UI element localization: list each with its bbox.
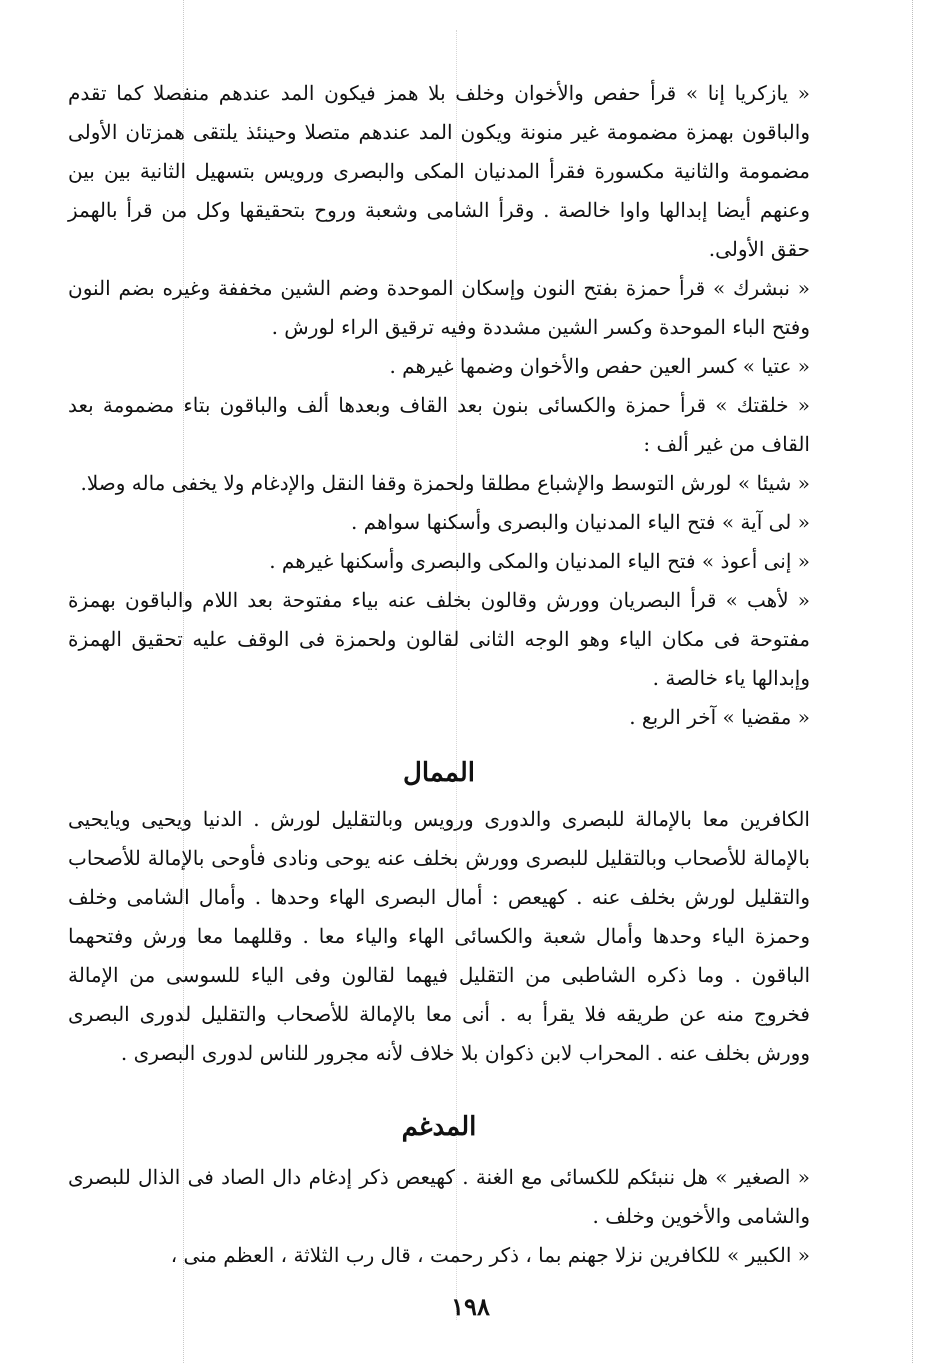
paragraph: « إنى أعوذ » فتح الياء المدنيان والمكى والبصرى وأسكنها غيرهم . <box>269 549 810 573</box>
section-mumal <box>68 800 810 1073</box>
section-recitation-notes <box>68 74 810 737</box>
page-number: ١٩٨ <box>451 1292 490 1321</box>
section-mudgham <box>68 1158 810 1275</box>
paragraph: « لى آية » فتح الياء المدنيان والبصرى وأسكنها سواهم . <box>350 510 810 534</box>
section-heading-mumal: الممال <box>402 758 476 788</box>
paragraph: « خلقتك » قرأ حمزة والكسائى بنون بعد القاف وبعدها ألف والباقون بتاء مضمومة بعد القاف من غير ألف : <box>68 393 810 456</box>
paragraph: « مقضيا » آخر الربع . <box>629 705 810 729</box>
paragraph: « الصغير » هل ننبئكم للكسائى مع الغنة . كهيعص ذكر إدغام دال الصاد فى الذال للبصرى والشامى والأخوين وخلف . <box>68 1165 810 1228</box>
paragraph: « الكبير » للكافرين نزلا جهنم بما ، ذكر رحمت ، قال رب الثلاثة ، العظم منى ، <box>170 1243 810 1267</box>
paragraph: الكافرين معا بالإمالة للبصرى والدورى ورويس وبالتقليل لورش . الدنيا ويحيى ويايحيى بالإمالة للأصحاب وبالتقليل للبصرى وورش بخلف عنه يوحى ونادى فأوحى بالإمالة للأصحاب والتقليل لورش بخلف عنه . كهيعص : أمال البصرى الهاء وحدها . وأمال الشامى وخلف وحمزة الياء وحدها وأمال شعبة والكسائى الهاء والياء معا . وقللهما معا ورش وفتحهما الباقون . وما ذكره الشاطبى من التقليل فيهما لقالون وفى الياء للسوسى من الإمالة فخروج منه عن طريقه فلا يقرأ به . أنى معا بالإمالة للأصحاب والتقليل لدورى البصرى وورش بخلف عنه . المحراب لابن ذكوان بلا خلاف لأنه مجرور للناس لدورى البصرى . <box>68 807 810 1065</box>
paragraph: « عتيا » كسر العين حفص والأخوان وضمها غيرهم . <box>389 354 810 378</box>
paragraph: « يازكريا إنا » قرأ حفص والأخوان وخلف بلا همز فيكون المد عندهم منفصلا كما تقدم والباقون بهمزة مضمومة غير منونة ويكون المد عندهم متصلا وحينئذ يلتقى همزتان الأولى مضمومة والثانية مكسورة فقرأ المدنيان المكى والبصرى ورويس بتسهيل الثانية بين بين وعنهم أيضا إبدالها واوا خالصة . وقرأ الشامى وشعبة وروح بتحقيقها وكل من قرأ بالهمز حقق الأولى. <box>68 81 810 261</box>
paragraph: « شيئا » لورش التوسط والإشباع مطلقا ولحمزة وقفا النقل والإدغام ولا يخفى ماله وصلا. <box>80 471 810 495</box>
scan-artifact-line <box>912 0 913 1363</box>
paragraph: « نبشرك » قرأ حمزة بفتح النون وإسكان الموحدة وضم الشين مخففة وغيره بضم النون وفتح الباء الموحدة وكسر الشين مشددة وفيه ترقيق الراء لورش . <box>68 276 810 339</box>
paragraph: « لأهب » قرأ البصريان وورش وقالون بخلف عنه بياء مفتوحة بعد اللام والباقون بهمزة مفتوحة فى مكان الياء وهو الوجه الثانى لقالون ولحمزة فى الوقف عليه تحقيق الهمزة وإبدالها ياء خالصة . <box>68 588 811 690</box>
section-heading-mudgham: المدغم <box>401 1112 477 1142</box>
